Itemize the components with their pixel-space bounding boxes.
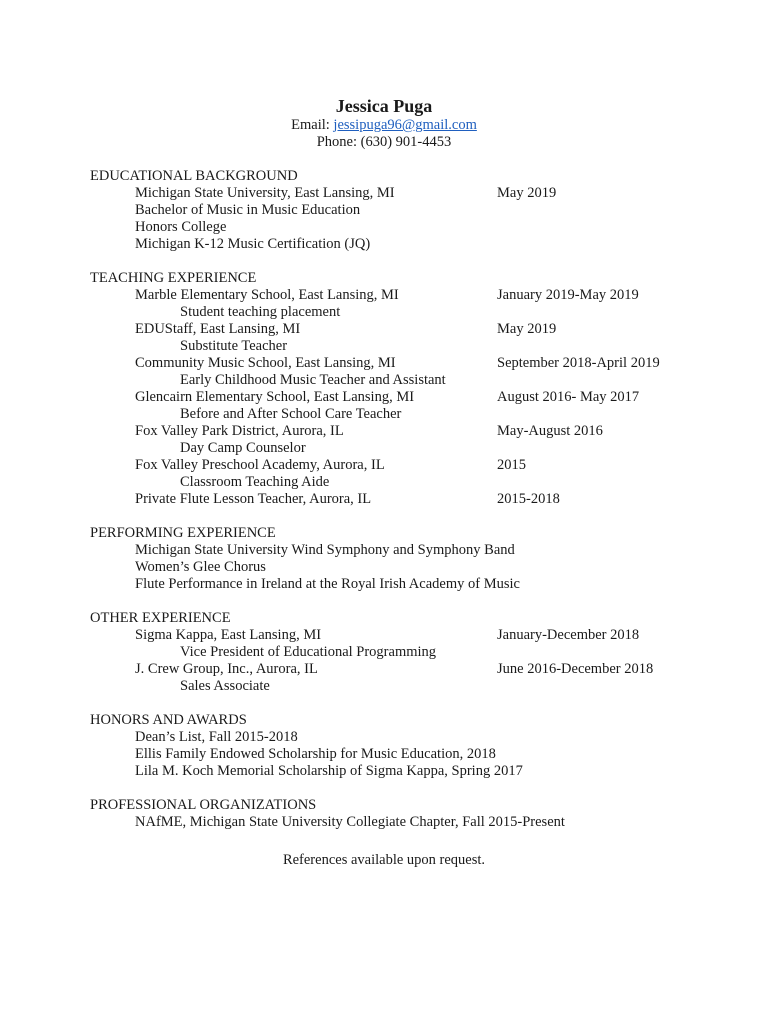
resume-header xyxy=(0,95,768,151)
section-title-honors: HONORS AND AWARDS xyxy=(90,712,247,728)
section-other xyxy=(90,610,710,695)
entry-text: Fox Valley Park District, Aurora, IL xyxy=(135,423,344,439)
section-title-education: EDUCATIONAL BACKGROUND xyxy=(90,168,298,184)
section-title-organizations: PROFESSIONAL ORGANIZATIONS xyxy=(90,797,317,813)
entry-date: May 2019 xyxy=(497,185,557,201)
entry-date: June 2016-December 2018 xyxy=(497,661,654,677)
section-performing xyxy=(90,525,710,593)
entry-text: EDUStaff, East Lansing, MI xyxy=(135,321,301,337)
section-title-other: OTHER EXPERIENCE xyxy=(90,610,231,626)
teaching-role: Classroom Teaching Aide xyxy=(180,474,330,490)
phone-line: Phone: (630) 901-4453 xyxy=(316,134,452,150)
entry-text: Glencairn Elementary School, East Lansing, MI xyxy=(135,389,415,405)
other-role: Sales Associate xyxy=(180,678,270,694)
entry-date: January 2019-May 2019 xyxy=(497,287,639,303)
entry-text: Fox Valley Preschool Academy, Aurora, IL xyxy=(135,457,385,473)
honor-entry: Dean’s List, Fall 2015-2018 xyxy=(135,729,298,745)
entry-date: May 2019 xyxy=(497,321,557,337)
other-entry xyxy=(90,627,710,644)
performing-entry: Women’s Glee Chorus xyxy=(135,559,266,575)
performing-entry: Michigan State University Wind Symphony and Symphony Band xyxy=(135,542,515,558)
teaching-entry xyxy=(90,287,710,304)
teaching-role: Day Camp Counselor xyxy=(180,440,306,456)
entry-text: J. Crew Group, Inc., Aurora, IL xyxy=(135,661,318,677)
resume-body xyxy=(90,168,710,848)
education-entry: Honors College xyxy=(135,219,227,235)
teaching-entry xyxy=(90,491,710,508)
honor-entry: Ellis Family Endowed Scholarship for Music Education, 2018 xyxy=(135,746,496,762)
email-label: Email: xyxy=(291,117,334,133)
organization-entry: NAfME, Michigan State University Collegiate Chapter, Fall 2015-Present xyxy=(135,814,565,830)
email-line xyxy=(0,117,768,134)
entry-text: Sigma Kappa, East Lansing, MI xyxy=(135,627,322,643)
section-teaching xyxy=(90,270,710,508)
entry-date: 2015-2018 xyxy=(497,491,560,507)
references-note: References available upon request. xyxy=(282,852,486,868)
entry-text: Private Flute Lesson Teacher, Aurora, IL xyxy=(135,491,372,507)
section-title-performing: PERFORMING EXPERIENCE xyxy=(90,525,276,541)
applicant-name: Jessica Puga xyxy=(335,96,433,116)
entry-text: Marble Elementary School, East Lansing, MI xyxy=(135,287,399,303)
education-entry: Michigan K-12 Music Certification (JQ) xyxy=(135,236,371,252)
email-link[interactable]: jessipuga96@gmail.com xyxy=(333,117,477,133)
teaching-role: Student teaching placement xyxy=(180,304,341,320)
performing-entry: Flute Performance in Ireland at the Royal Irish Academy of Music xyxy=(135,576,520,592)
teaching-role: Early Childhood Music Teacher and Assistant xyxy=(180,372,446,388)
honor-entry: Lila M. Koch Memorial Scholarship of Sigma Kappa, Spring 2017 xyxy=(135,763,523,779)
entry-date: August 2016- May 2017 xyxy=(497,389,640,405)
teaching-entry xyxy=(90,321,710,338)
other-role: Vice President of Educational Programming xyxy=(180,644,437,660)
entry-date: May-August 2016 xyxy=(497,423,603,439)
teaching-entry xyxy=(90,389,710,406)
teaching-entry xyxy=(90,355,710,372)
entry-text: Community Music School, East Lansing, MI xyxy=(135,355,396,371)
teaching-role: Before and After School Care Teacher xyxy=(180,406,402,422)
section-organizations xyxy=(90,797,710,831)
entry-date: January-December 2018 xyxy=(497,627,640,643)
teaching-role: Substitute Teacher xyxy=(180,338,288,354)
education-entry xyxy=(90,185,710,202)
entry-text: Michigan State University, East Lansing, MI xyxy=(135,185,395,201)
section-title-teaching: TEACHING EXPERIENCE xyxy=(90,270,257,286)
section-education xyxy=(90,168,710,253)
section-honors xyxy=(90,712,710,780)
teaching-entry xyxy=(90,423,710,440)
entry-date: September 2018-April 2019 xyxy=(497,355,660,371)
education-entry: Bachelor of Music in Music Education xyxy=(135,202,361,218)
teaching-entry xyxy=(90,457,710,474)
other-entry xyxy=(90,661,710,678)
entry-date: 2015 xyxy=(497,457,526,473)
